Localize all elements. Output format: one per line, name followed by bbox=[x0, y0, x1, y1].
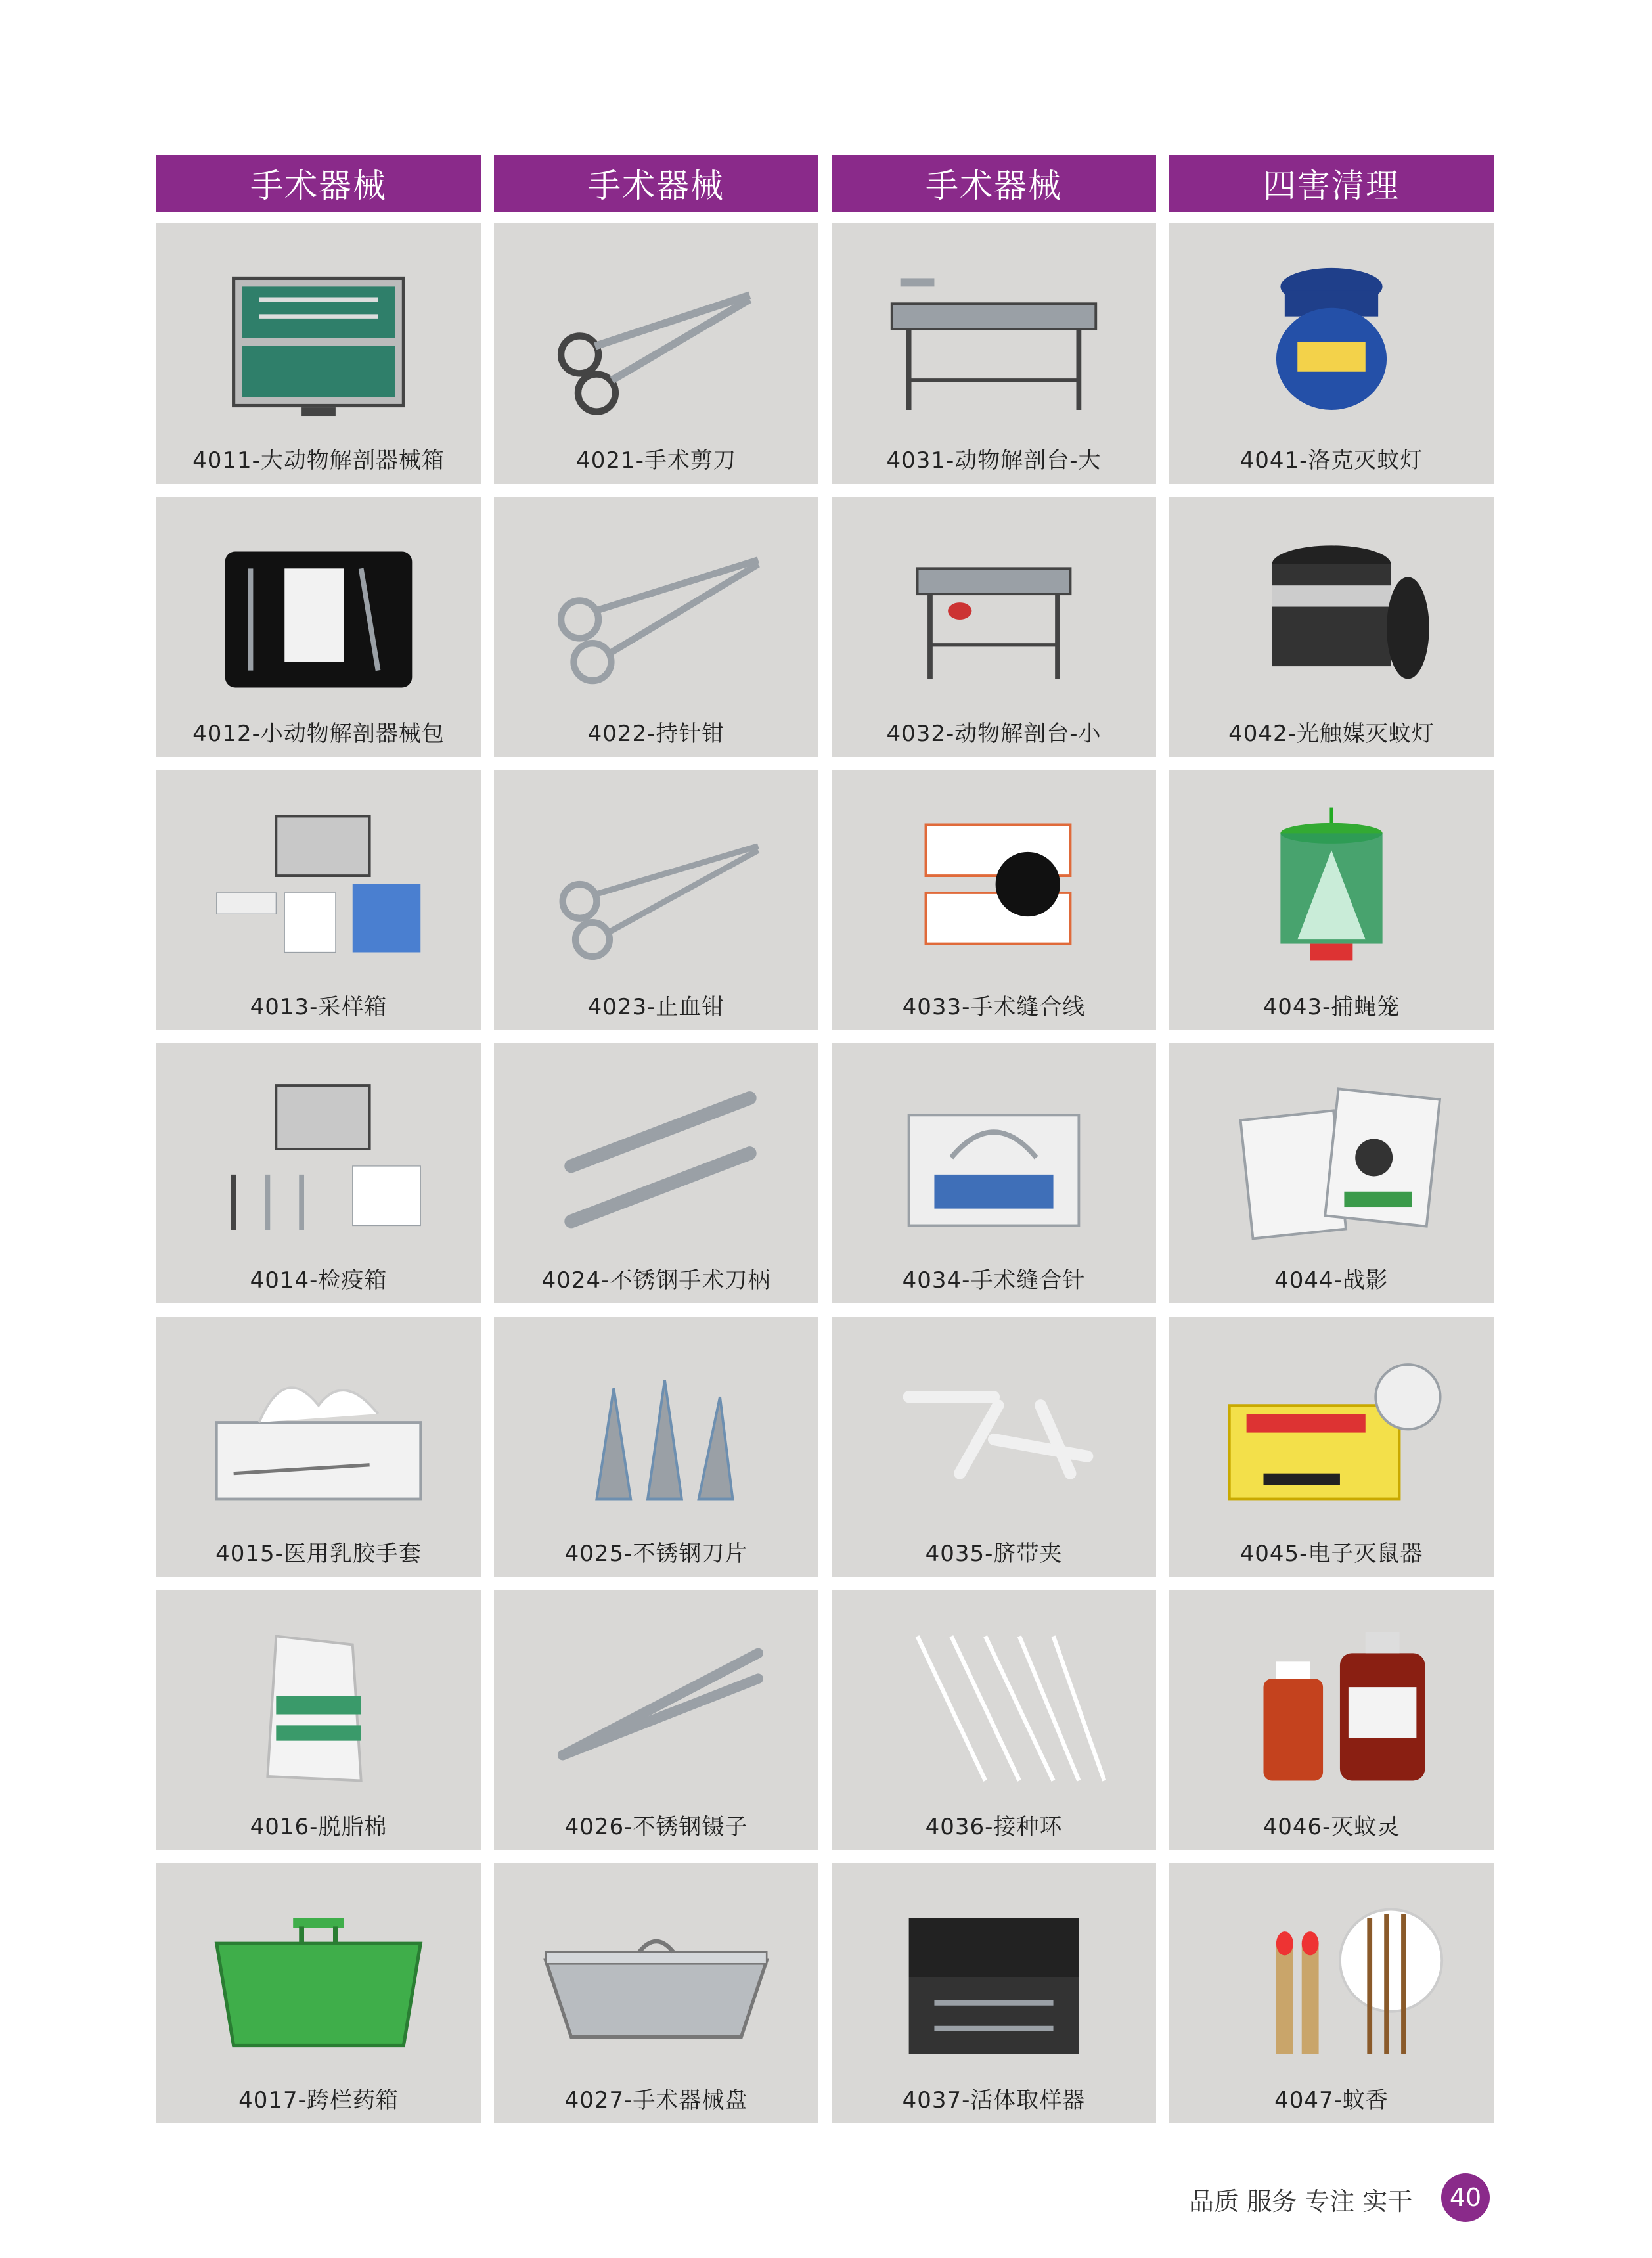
product-card bbox=[832, 1863, 1156, 2123]
product-card bbox=[832, 223, 1156, 484]
tweezers-icon bbox=[520, 1604, 792, 1804]
product-card bbox=[156, 1590, 481, 1850]
scissors-icon bbox=[520, 238, 792, 438]
page-number: 40 bbox=[1441, 2173, 1490, 2222]
product-caption: 4044-战影 bbox=[1274, 1267, 1389, 1294]
product-card bbox=[156, 497, 481, 757]
suture-thread-icon bbox=[858, 784, 1130, 984]
insecticide-pack-icon bbox=[1195, 1058, 1467, 1257]
fly-cage-icon bbox=[1195, 784, 1467, 984]
product-caption: 4047-蚊香 bbox=[1274, 2087, 1389, 2113]
product-card bbox=[494, 223, 818, 484]
product-card bbox=[832, 770, 1156, 1030]
product-caption: 4011-大动物解剖器械箱 bbox=[192, 447, 445, 474]
product-caption: 4032-动物解剖台-小 bbox=[886, 721, 1102, 747]
inoculation-loop-icon bbox=[858, 1604, 1130, 1804]
product-caption: 4025-不锈钢刀片 bbox=[564, 1541, 748, 1567]
product-caption: 4033-手术缝合线 bbox=[902, 994, 1086, 1020]
product-caption: 4026-不锈钢镊子 bbox=[564, 1814, 748, 1840]
dissection-table-icon bbox=[858, 238, 1130, 438]
product-caption: 4013-采样箱 bbox=[250, 994, 388, 1020]
product-card bbox=[832, 497, 1156, 757]
product-card bbox=[832, 1317, 1156, 1577]
hemostat-icon bbox=[520, 784, 792, 984]
product-card bbox=[494, 497, 818, 757]
product-card bbox=[494, 770, 818, 1030]
product-caption: 4027-手术器械盘 bbox=[564, 2087, 748, 2113]
column-header-1: 手术器械 bbox=[156, 155, 481, 212]
dissection-table-small-icon bbox=[858, 511, 1130, 711]
product-card bbox=[832, 1043, 1156, 1303]
product-card bbox=[1169, 1863, 1494, 2123]
product-card bbox=[494, 1317, 818, 1577]
scalpel-handle-icon bbox=[520, 1058, 792, 1257]
sampling-box-icon bbox=[183, 784, 455, 984]
product-caption: 4046-灭蚊灵 bbox=[1262, 1814, 1400, 1840]
product-grid bbox=[156, 223, 1494, 2123]
product-caption: 4023-止血钳 bbox=[587, 994, 725, 1020]
product-caption: 4022-持针钳 bbox=[587, 721, 725, 747]
product-catalog bbox=[156, 155, 1494, 2123]
quarantine-box-icon bbox=[183, 1058, 455, 1257]
product-card bbox=[494, 1043, 818, 1303]
product-caption: 4043-捕蝇笼 bbox=[1262, 994, 1400, 1020]
needle-holder-icon bbox=[520, 511, 792, 711]
product-card bbox=[494, 1590, 818, 1850]
product-caption: 4014-检疫箱 bbox=[250, 1267, 388, 1294]
product-caption: 4034-手术缝合针 bbox=[902, 1267, 1086, 1294]
photocatalyst-lamp-icon bbox=[1195, 511, 1467, 711]
product-caption: 4037-活体取样器 bbox=[902, 2087, 1086, 2113]
product-card bbox=[1169, 223, 1494, 484]
insecticide-bottle-icon bbox=[1195, 1604, 1467, 1804]
product-caption: 4021-手术剪刀 bbox=[576, 447, 736, 474]
incense-stick-icon bbox=[1195, 1878, 1467, 2077]
product-card bbox=[156, 223, 481, 484]
column-header-4: 四害清理 bbox=[1169, 155, 1494, 212]
product-caption: 4036-接种环 bbox=[925, 1814, 1063, 1840]
product-card bbox=[832, 1590, 1156, 1850]
suture-needle-icon bbox=[858, 1058, 1130, 1257]
scalpel-blade-icon bbox=[520, 1331, 792, 1531]
product-caption: 4016-脱脂棉 bbox=[250, 1814, 388, 1840]
product-card bbox=[1169, 770, 1494, 1030]
biopsy-case-icon bbox=[858, 1878, 1130, 2077]
instrument-case-icon bbox=[183, 238, 455, 438]
product-caption: 4045-电子灭鼠器 bbox=[1239, 1541, 1423, 1567]
product-card bbox=[156, 1317, 481, 1577]
product-caption: 4041-洛克灭蚊灯 bbox=[1239, 447, 1423, 474]
umbilical-clamp-icon bbox=[858, 1331, 1130, 1531]
product-caption: 4017-跨栏药箱 bbox=[238, 2087, 399, 2113]
mosquito-lamp-icon bbox=[1195, 238, 1467, 438]
product-caption: 4031-动物解剖台-大 bbox=[886, 447, 1102, 474]
product-caption: 4024-不锈钢手术刀柄 bbox=[541, 1267, 771, 1294]
product-card bbox=[1169, 1590, 1494, 1850]
product-card bbox=[1169, 1043, 1494, 1303]
footer-slogan: 品质 服务 专注 实干 bbox=[1189, 2187, 1413, 2216]
column-header-2: 手术器械 bbox=[494, 155, 818, 212]
product-card bbox=[156, 1863, 481, 2123]
product-caption: 4015-医用乳胶手套 bbox=[215, 1541, 422, 1567]
instrument-tray-icon bbox=[520, 1878, 792, 2077]
cotton-bag-icon bbox=[183, 1604, 455, 1804]
medicine-tray-icon bbox=[183, 1878, 455, 2077]
rat-zapper-icon bbox=[1195, 1331, 1467, 1531]
product-card bbox=[1169, 1317, 1494, 1577]
instrument-pouch-icon bbox=[183, 511, 455, 711]
product-card bbox=[156, 1043, 481, 1303]
column-header-3: 手术器械 bbox=[832, 155, 1156, 212]
product-card bbox=[494, 1863, 818, 2123]
product-card bbox=[156, 770, 481, 1030]
product-caption: 4012-小动物解剖器械包 bbox=[192, 721, 445, 747]
column-headers bbox=[156, 155, 1494, 212]
product-caption: 4042-光触媒灭蚊灯 bbox=[1228, 721, 1435, 747]
product-caption: 4035-脐带夹 bbox=[925, 1541, 1063, 1567]
glove-box-icon bbox=[183, 1331, 455, 1531]
product-card bbox=[1169, 497, 1494, 757]
